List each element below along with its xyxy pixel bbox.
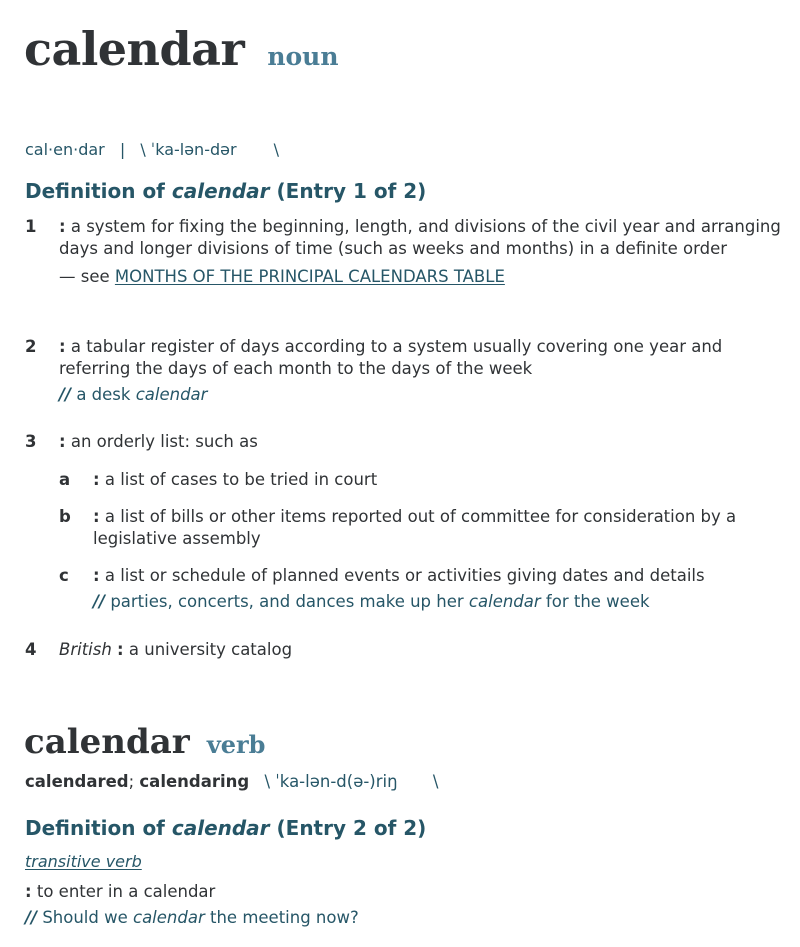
inflection-2: calendaring (139, 772, 250, 791)
entry2-headword-line (24, 722, 265, 762)
entry2-example-sentence (25, 908, 359, 927)
sense-3a (25, 469, 785, 491)
months-table-link[interactable]: MONTHS OF THE PRINCIPAL CALENDARS TABLE (114, 267, 505, 286)
sub-sense-letter: c (59, 566, 69, 585)
sense-colon: : (117, 640, 124, 659)
pronunciation-separator: | (119, 140, 126, 159)
sense-1 (25, 216, 785, 288)
sense-3 (25, 431, 785, 453)
example-sentence (59, 384, 785, 406)
entry1-pron-close: \ (273, 140, 280, 159)
def-heading-prefix: Definition of (25, 179, 165, 203)
entry2-definition (25, 882, 215, 901)
example-headword: calendar (133, 908, 205, 927)
def-heading-prefix: Definition of (25, 816, 165, 840)
entry1-headword-line (24, 22, 339, 76)
entry2-pron-text[interactable]: \ ˈka-lən-d(ə-)riŋ (264, 772, 398, 791)
sense-text: a list of bills or other items reported out of committee for consideration by a legislative assembly (93, 507, 737, 548)
entry1-definition-heading (25, 179, 426, 203)
sub-sense-letter: b (59, 507, 71, 526)
def-heading-word: calendar (171, 179, 270, 203)
sense-3b (25, 506, 785, 550)
transitive-verb-link[interactable]: transitive verb (25, 852, 142, 871)
entry1-syllables: cal·en·dar (25, 140, 105, 159)
see-also (59, 266, 785, 288)
example-text: parties, concerts, and dances make up her (110, 592, 464, 611)
entry1-part-of-speech[interactable]: noun (267, 42, 339, 71)
entry1-pron-text[interactable]: \ ˈka-lən-dər (140, 140, 237, 159)
inflection-1: calendared (25, 772, 129, 791)
example-headword: calendar (468, 592, 541, 611)
sense-colon: : (93, 507, 100, 526)
sense-text: a tabular register of days according to a system usually covering one year and referring the days of each month to the days of the week (59, 337, 723, 378)
sense-colon: : (93, 470, 100, 489)
sense-text: to enter in a calendar (36, 882, 216, 901)
sense-text: a list or schedule of planned events or activities giving dates and details (104, 566, 705, 585)
sense-text: a university catalog (128, 640, 293, 659)
sense-number: 3 (25, 432, 37, 451)
sense-colon: : (59, 432, 66, 451)
entry2-inflections (25, 772, 438, 791)
entry2-definition-heading (25, 816, 426, 840)
entry2-headword: calendar (24, 722, 190, 762)
sense-4 (25, 639, 785, 661)
sense-2 (25, 336, 785, 406)
entry2-pron-close: \ (432, 772, 439, 791)
see-prefix: — see (59, 267, 110, 286)
example-marker: // (59, 385, 72, 404)
inflection-separator: ; (128, 772, 135, 791)
entry2-part-of-speech[interactable]: verb (206, 730, 266, 759)
example-sentence (93, 591, 785, 613)
example-text: Should we (42, 908, 128, 927)
sub-sense-letter: a (59, 470, 71, 489)
sense-text: a list of cases to be tried in court (104, 470, 378, 489)
sense-3c (25, 565, 785, 613)
entry1-pronunciation (25, 140, 279, 159)
example-marker: // (93, 592, 106, 611)
example-marker: // (25, 908, 38, 927)
example-text-end: the meeting now? (210, 908, 359, 927)
sense-colon: : (93, 566, 100, 585)
sense-colon: : (59, 217, 66, 236)
sense-number: 1 (25, 217, 37, 236)
def-heading-suffix: (Entry 1 of 2) (276, 179, 427, 203)
example-headword: calendar (135, 385, 208, 404)
sense-number: 4 (25, 640, 37, 659)
sense-text: an orderly list: such as (70, 432, 258, 451)
sense-colon: : (25, 882, 32, 901)
sense-colon: : (59, 337, 66, 356)
def-heading-suffix: (Entry 2 of 2) (276, 816, 427, 840)
sense-text: a system for fixing the beginning, length, and divisions of the civil year and arranging days and longer divisions of time (such as weeks and months) in a definite order (59, 217, 781, 258)
usage-label: British (59, 640, 112, 659)
example-text-end: for the week (545, 592, 650, 611)
def-heading-word: calendar (171, 816, 270, 840)
entry1-headword: calendar (24, 22, 245, 76)
example-text: a desk (76, 385, 131, 404)
sense-number: 2 (25, 337, 37, 356)
